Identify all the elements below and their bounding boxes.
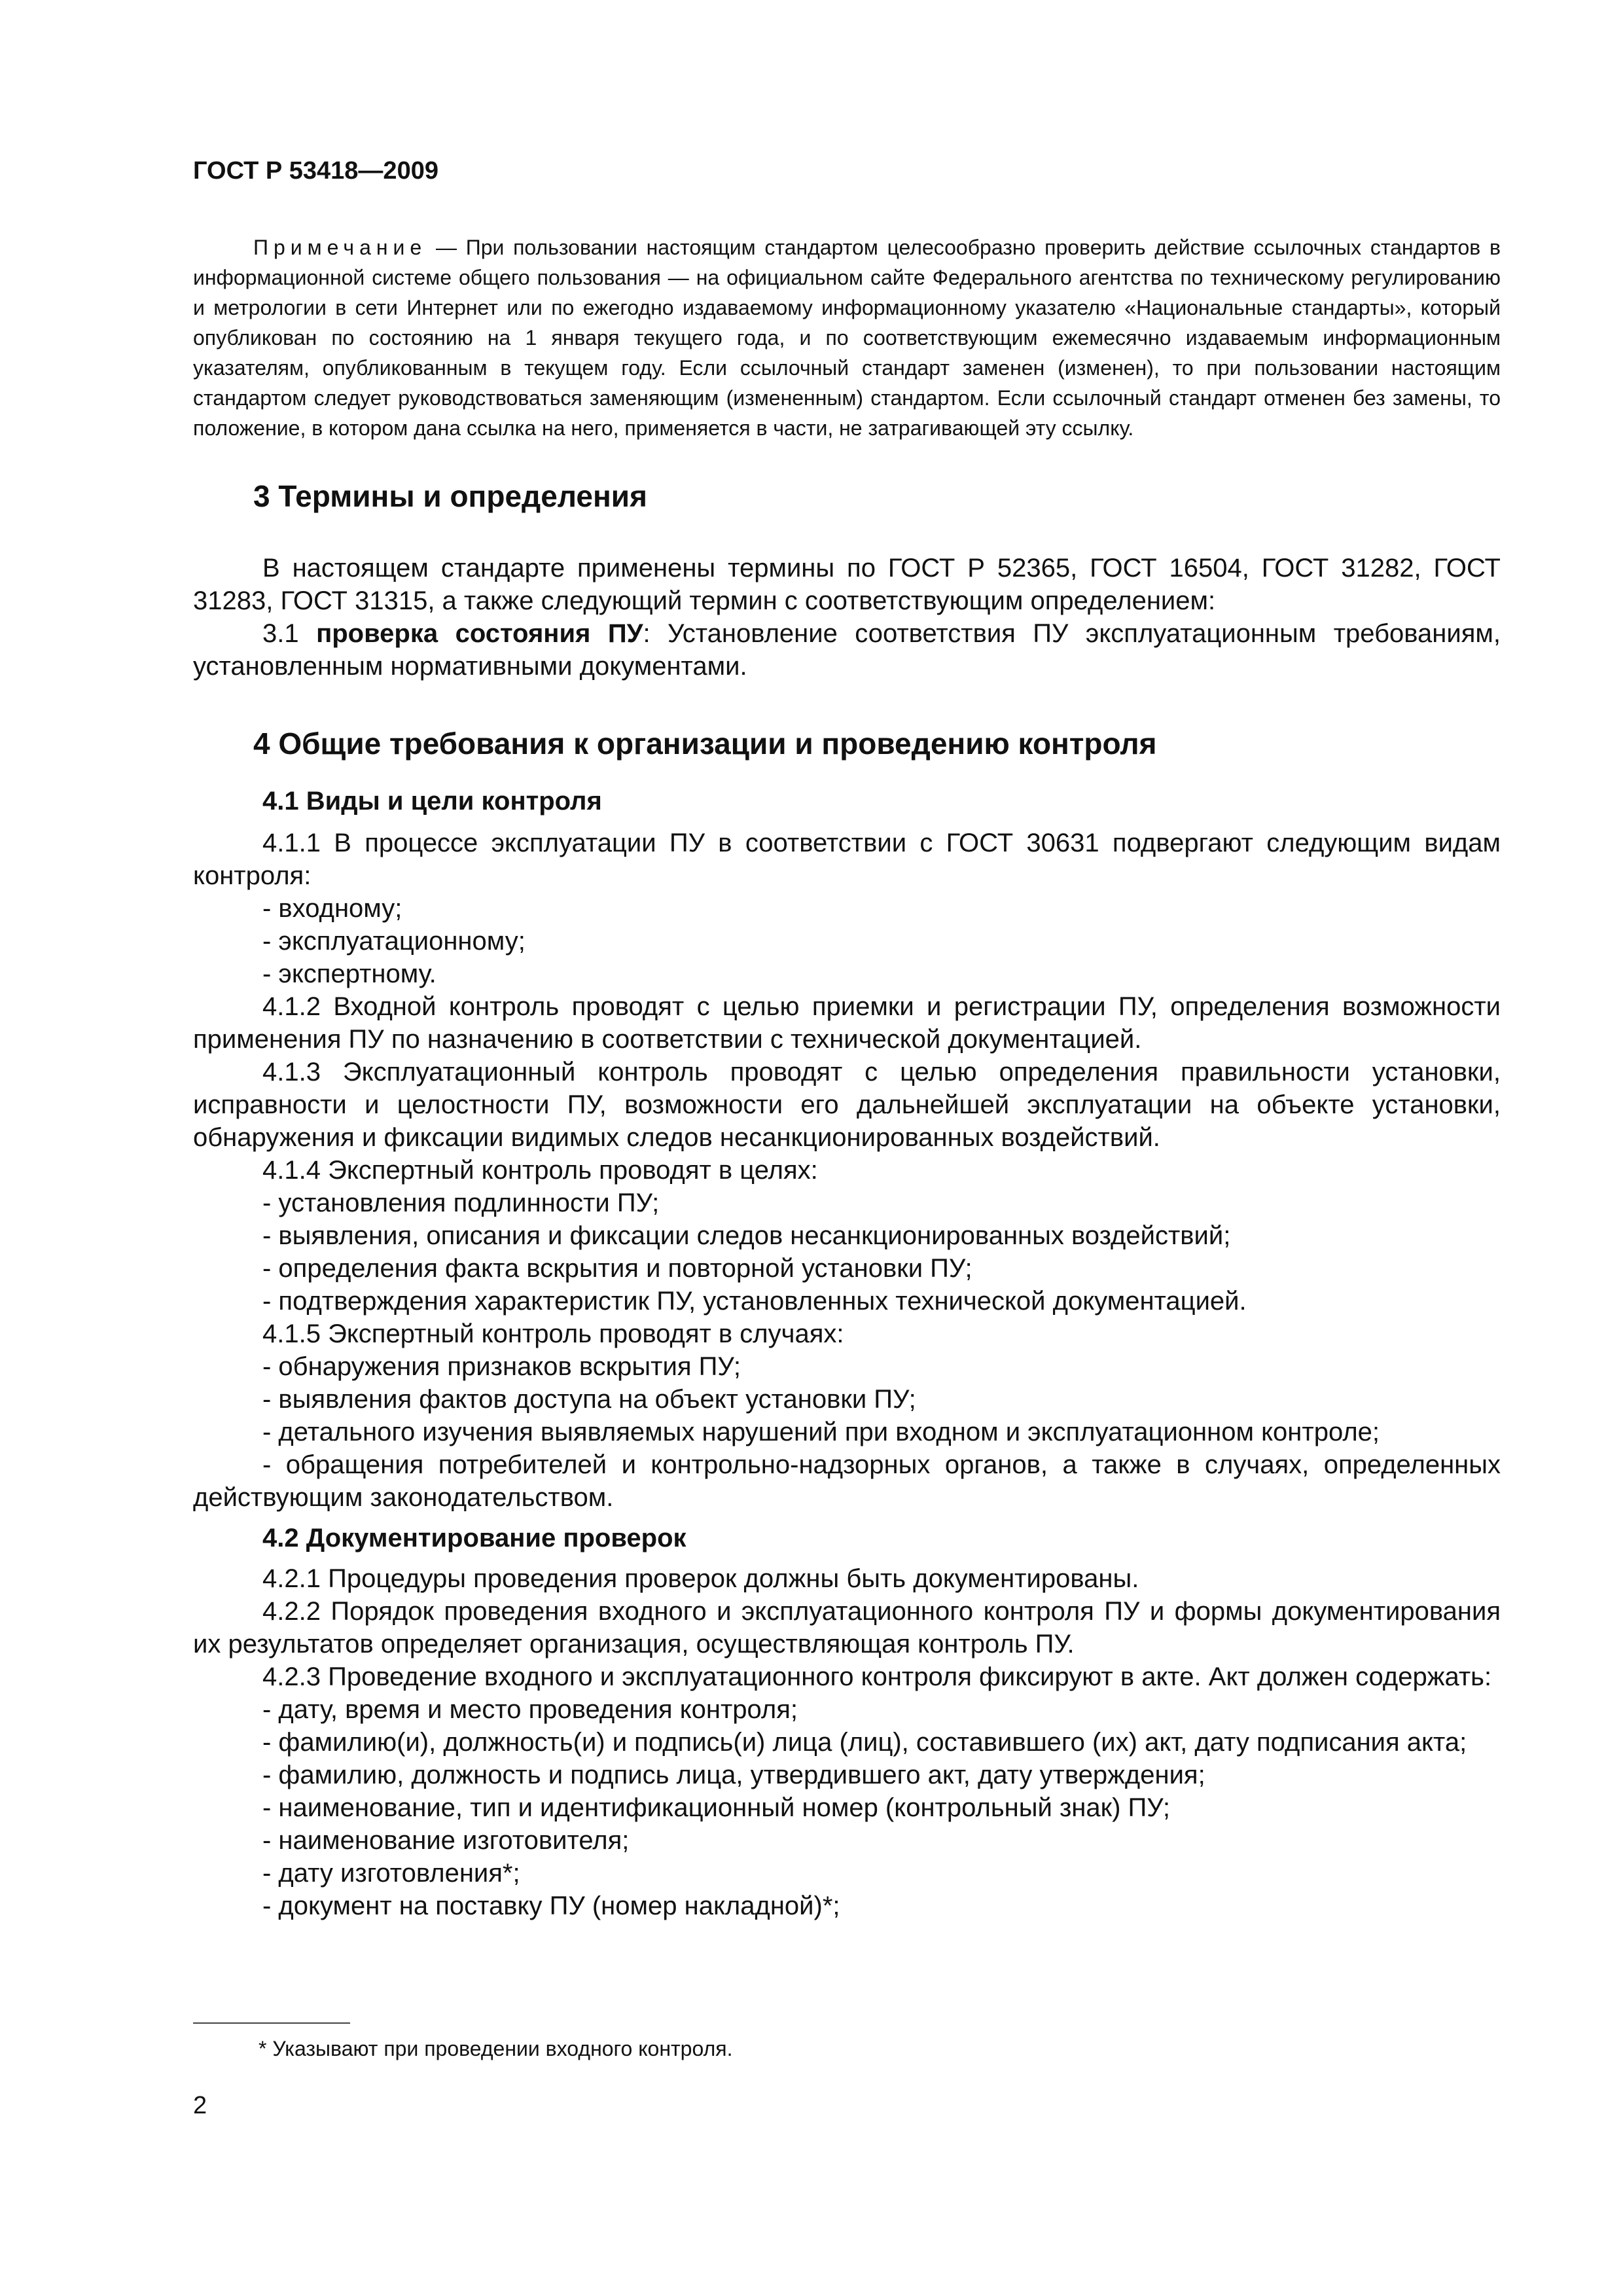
section-3 xyxy=(193,480,1501,683)
paragraph-4-1-5: 4.1.5 Экспертный контроль проводят в случаях: xyxy=(262,1319,844,1348)
list-item: - наименование изготовителя; xyxy=(262,1826,630,1855)
term-name: проверка состояния ПУ xyxy=(316,619,643,648)
list-item: - выявления, описания и фиксации следов несанкционированных воздействий; xyxy=(262,1221,1231,1250)
paragraph-4-1-4: 4.1.4 Экспертный контроль проводят в целях: xyxy=(262,1156,818,1185)
paragraph-4-1-1: 4.1.1 В процессе эксплуатации ПУ в соответствии с ГОСТ 30631 подвергают следующим видам контроля: xyxy=(193,829,1501,890)
list-item: - фамилию, должность и подпись лица, утвердившего акт, дату утверждения; xyxy=(262,1761,1205,1789)
list-item: - детального изучения выявляемых нарушений при входном и эксплуатационном контроле; xyxy=(262,1418,1380,1446)
list-item: - выявления фактов доступа на объект установки ПУ; xyxy=(262,1385,916,1414)
note-text: — При пользовании настоящим стандартом целесообразно проверить действие ссылочных стандартов в информационной системе общего пользования — на официальном сайте Федерального агентства по техническому регулированию и метрологии в сети Интернет или по ежегодно издаваемому информационному указателю «Национальные стандарты», который опубликован по состоянию на 1 января текущего года, и по соответствующим ежемесячно издаваемым информационным указателям, опубликованным в текущем году. Если ссылочный стандарт заменен (изменен), то при пользовании настоящим стандартом следует руководствоваться заменяющим (измененным) стандартом. Если ссылочный стандарт отменен без замены, то положение, в котором дана ссылка на него, применяется в части, не затрагивающей эту ссылку. xyxy=(193,236,1501,440)
section-4 xyxy=(193,727,1501,1922)
section-4-heading: 4 Общие требования к организации и проведению контроля xyxy=(253,726,1157,761)
list-item: - эксплуатационному; xyxy=(262,927,526,956)
list-item: - фамилию(и), должность(и) и подпись(и) лица (лиц), составившего (их) акт, дату подписания акта; xyxy=(262,1728,1467,1757)
paragraph-4-2-1: 4.2.1 Процедуры проведения проверок должны быть документированы. xyxy=(262,1564,1139,1593)
paragraph-4-2-2: 4.2.2 Порядок проведения входного и эксплуатационного контроля ПУ и формы документирования их результатов определяет организация, осуществляющая контроль ПУ. xyxy=(193,1597,1501,1659)
list-item: - подтверждения характеристик ПУ, установленных технической документацией. xyxy=(262,1287,1247,1316)
term-number: 3.1 xyxy=(262,619,317,648)
list-item: - наименование, тип и идентификационный номер (контрольный знак) ПУ; xyxy=(262,1793,1170,1822)
paragraph-4-1-2: 4.1.2 Входной контроль проводят с целью приемки и регистрации ПУ, определения возможности применения ПУ по назначению в соответствии с технической документацией. xyxy=(193,992,1501,1054)
paragraph-4-2-3: 4.2.3 Проведение входного и эксплуатационного контроля фиксируют в акте. Акт должен содержать: xyxy=(262,1662,1492,1691)
section-3-intro: В настоящем стандарте применены термины по ГОСТ Р 52365, ГОСТ 16504, ГОСТ 31282, ГОСТ 31283, ГОСТ 31315, а также следующий термин с соответствующим определением: xyxy=(193,554,1501,615)
document-page xyxy=(193,157,1501,1922)
list-item: - обнаружения признаков вскрытия ПУ; xyxy=(262,1352,741,1381)
reference-note xyxy=(193,232,1501,443)
section-3-heading: 3 Термины и определения xyxy=(253,479,647,513)
list-item: - дату, время и место проведения контроля; xyxy=(262,1695,798,1724)
term-text: : Установление соответствия ПУ эксплуатационным требованиям, установленным нормативными документами. xyxy=(193,619,1501,681)
paragraph-4-1-3: 4.1.3 Эксплуатационный контроль проводят с целью определения правильности установки, исправности и целостности ПУ, возможности его дальнейшей эксплуатации на объекте установки, обнаружения и фиксации видимых следов несанкционированных воздействий. xyxy=(193,1058,1501,1152)
footnote: * Указывают при проведении входного контроля. xyxy=(259,2037,733,2060)
list-item: - документ на поставку ПУ (номер накладной)*; xyxy=(262,1892,840,1920)
list-item: - определения факта вскрытия и повторной установки ПУ; xyxy=(262,1254,972,1283)
subsection-4-1-heading: 4.1 Виды и цели контроля xyxy=(262,787,602,816)
list-item: - установления подлинности ПУ; xyxy=(262,1189,660,1217)
list-item: - экспертному. xyxy=(262,960,437,988)
list-item: - входному; xyxy=(262,894,402,923)
footnote-divider xyxy=(193,2022,350,2024)
term-definition xyxy=(193,617,1501,683)
list-item-wrapped: - обращения потребителей и контрольно-надзорных органов, а также в случаях, определенных действующим законодательством. xyxy=(193,1450,1501,1512)
page-number: 2 xyxy=(193,2092,207,2119)
note-label: Примечание xyxy=(253,236,427,259)
document-id: ГОСТ Р 53418—2009 xyxy=(193,157,438,185)
subsection-4-2-heading: 4.2 Документирование проверок xyxy=(262,1524,687,1552)
list-item: - дату изготовления*; xyxy=(262,1859,520,1888)
